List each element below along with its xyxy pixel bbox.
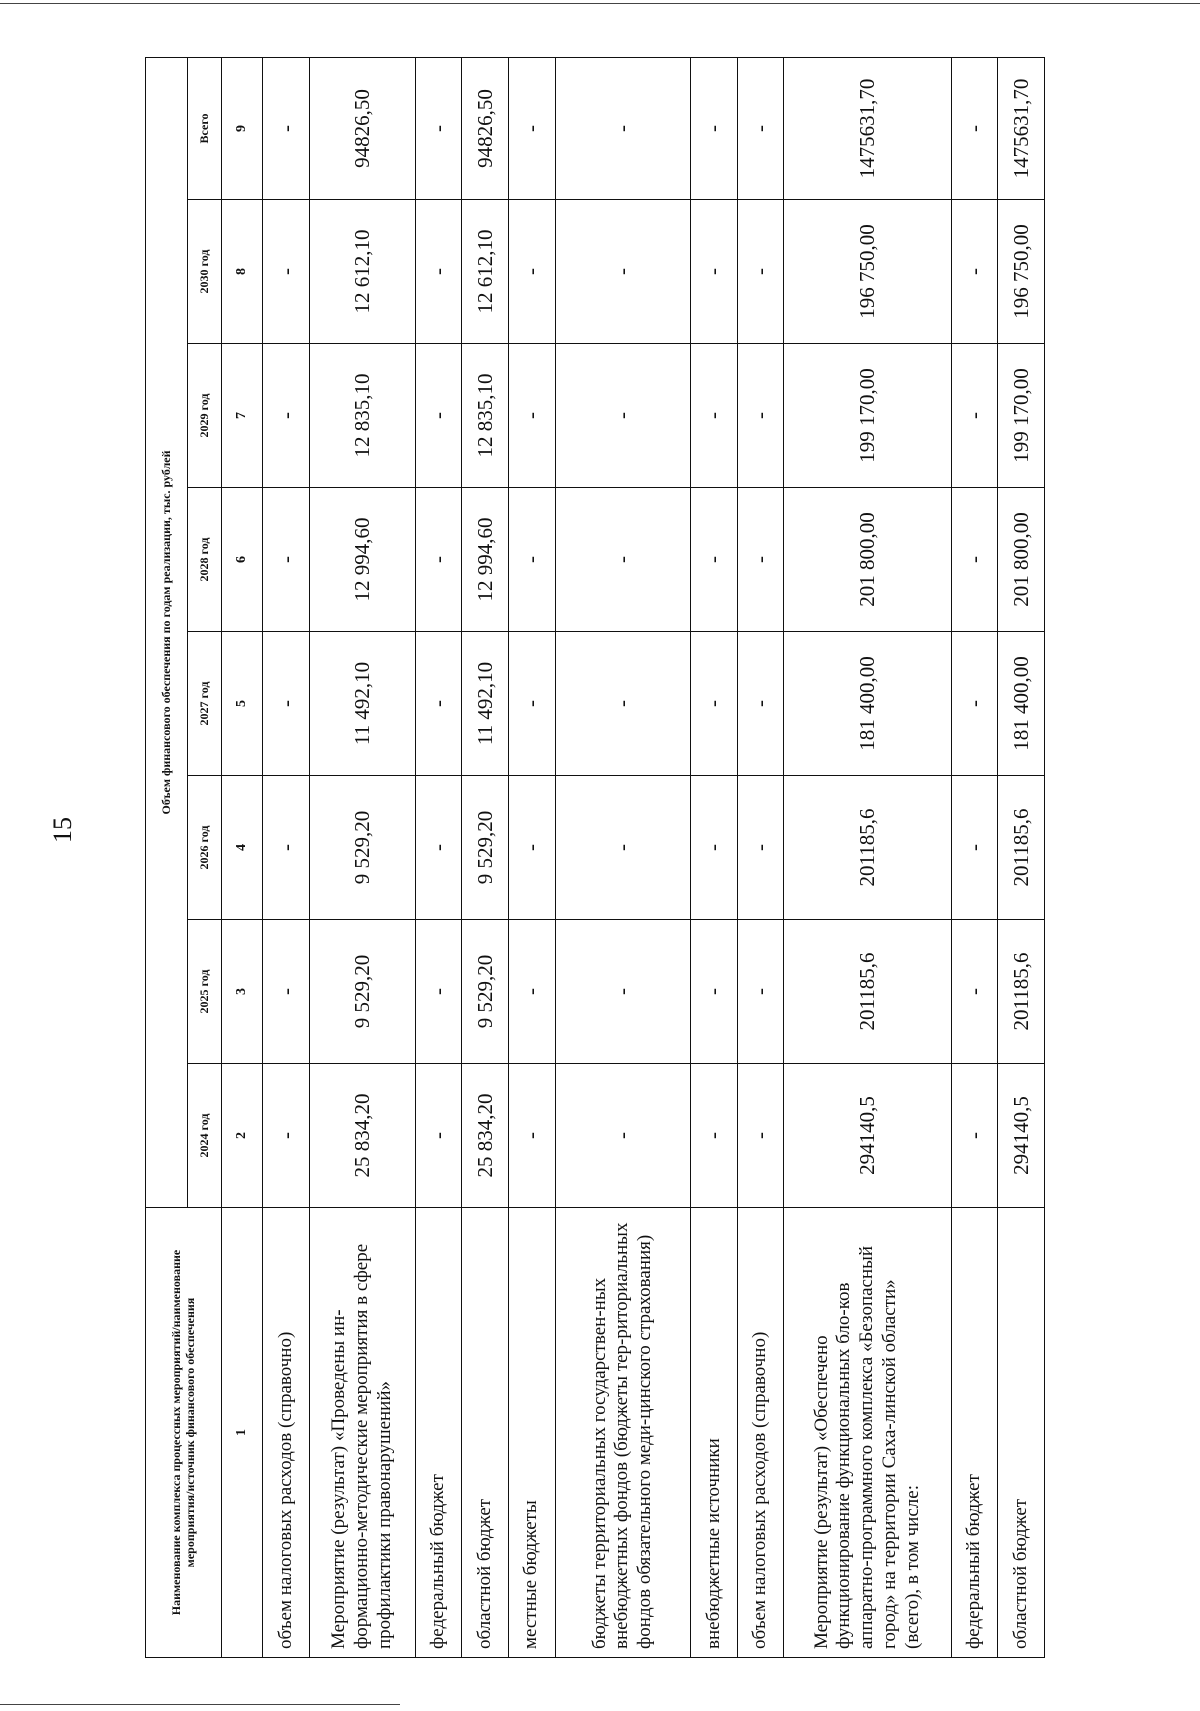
value-cell: 94826,50 [462, 57, 509, 199]
value-cell: - [691, 344, 738, 488]
value-cell: - [691, 632, 738, 776]
total-header: Всего [188, 57, 222, 199]
row-label: объем налоговых расходов (справочно) [263, 1208, 310, 1658]
value-cell: 9 529,20 [462, 776, 509, 920]
value-cell: - [508, 57, 555, 199]
value-cell: 196 750,00 [784, 200, 951, 344]
row-label: Мероприятие (результат) «Проведены ин-формационно-методические мероприятия в сфере профилактики правонарушений» [309, 1208, 415, 1658]
financing-table [145, 57, 1045, 1658]
row-label: федеральный бюджет [951, 1208, 998, 1658]
value-cell: 94826,50 [309, 57, 415, 199]
value-cell: - [555, 632, 691, 776]
value-cell: 12 994,60 [309, 488, 415, 632]
value-cell: - [508, 920, 555, 1064]
value-cell: - [555, 488, 691, 632]
name-column-header: Наименование комплекса процессных мероприятий/наименование мероприятия/источник финансового обеспечения [146, 1208, 222, 1658]
value-cell: - [737, 1064, 784, 1208]
row-label: областной бюджет [998, 1208, 1045, 1658]
value-cell: 1475631,70 [998, 57, 1045, 199]
value-cell: - [737, 344, 784, 488]
column-number: 8 [222, 200, 263, 344]
value-cell: - [508, 632, 555, 776]
year-header: 2028 год [188, 488, 222, 632]
value-cell: - [951, 57, 998, 199]
value-cell: - [555, 776, 691, 920]
value-cell: - [415, 632, 462, 776]
table-row [737, 57, 784, 1657]
column-number: 3 [222, 920, 263, 1064]
value-cell: 201 800,00 [784, 488, 951, 632]
value-cell: - [951, 632, 998, 776]
value-cell: - [691, 776, 738, 920]
value-cell: - [263, 344, 310, 488]
financing-group-header: Объем финансового обеспечения по годам реализации, тыс. рублей [146, 57, 188, 1207]
value-cell: 12 994,60 [462, 488, 509, 632]
value-cell: - [263, 1064, 310, 1208]
value-cell: - [737, 488, 784, 632]
value-cell: - [737, 776, 784, 920]
year-header: 2025 год [188, 920, 222, 1064]
year-header: 2029 год [188, 344, 222, 488]
year-header: 2024 год [188, 1064, 222, 1208]
table-row [508, 57, 555, 1657]
value-cell: 181 400,00 [998, 632, 1045, 776]
column-number-row [222, 57, 263, 1657]
page-number: 15 [48, 817, 77, 843]
value-cell: - [555, 920, 691, 1064]
value-cell: - [951, 776, 998, 920]
value-cell: 12 835,10 [462, 344, 509, 488]
value-cell: - [951, 1064, 998, 1208]
value-cell: 201185,6 [998, 920, 1045, 1064]
value-cell: 201185,6 [784, 920, 951, 1064]
value-cell: - [508, 776, 555, 920]
value-cell: 294140,5 [784, 1064, 951, 1208]
column-number: 5 [222, 632, 263, 776]
table-row [691, 57, 738, 1657]
value-cell: 9 529,20 [309, 776, 415, 920]
row-label: областной бюджет [462, 1208, 509, 1658]
column-number: 2 [222, 1064, 263, 1208]
row-label: бюджеты территориальных государствен-ных внебюджетных фондов (бюджеты тер-риториальных фондов обязательного меди-цинского страхования) [555, 1208, 691, 1658]
table-row [309, 57, 415, 1657]
table-row [263, 57, 310, 1657]
value-cell: - [415, 57, 462, 199]
value-cell: - [737, 632, 784, 776]
year-header: 2026 год [188, 776, 222, 920]
value-cell: 196 750,00 [998, 200, 1045, 344]
value-cell: 201185,6 [998, 776, 1045, 920]
value-cell: - [263, 200, 310, 344]
value-cell: - [691, 200, 738, 344]
value-cell: 11 492,10 [462, 632, 509, 776]
value-cell: 201 800,00 [998, 488, 1045, 632]
table-body [222, 57, 1045, 1657]
table-row [951, 57, 998, 1657]
value-cell: - [691, 920, 738, 1064]
column-number: 1 [222, 1208, 263, 1658]
value-cell: 181 400,00 [784, 632, 951, 776]
value-cell: - [415, 488, 462, 632]
top-scan-line [0, 3, 1200, 4]
value-cell: - [508, 488, 555, 632]
value-cell: - [555, 57, 691, 199]
value-cell: 12 612,10 [309, 200, 415, 344]
value-cell: - [951, 200, 998, 344]
value-cell: 199 170,00 [784, 344, 951, 488]
column-number: 4 [222, 776, 263, 920]
value-cell: - [263, 57, 310, 199]
value-cell: 12 835,10 [309, 344, 415, 488]
value-cell: - [508, 1064, 555, 1208]
table-row [462, 57, 509, 1657]
year-header: 2027 год [188, 632, 222, 776]
row-label: местные бюджеты [508, 1208, 555, 1658]
value-cell: 294140,5 [998, 1064, 1045, 1208]
value-cell: - [415, 776, 462, 920]
value-cell: - [951, 344, 998, 488]
column-number: 6 [222, 488, 263, 632]
value-cell: - [263, 920, 310, 1064]
value-cell: - [691, 57, 738, 199]
value-cell: - [951, 488, 998, 632]
value-cell: 1475631,70 [784, 57, 951, 199]
row-label: Мероприятие (результат) «Обеспечено функционирование функциональных бло-ков аппаратно-программного комплекса «Безопасный город» на территории Саха-линской области» (всего), в том числе: [784, 1208, 951, 1658]
value-cell: - [415, 200, 462, 344]
value-cell: 11 492,10 [309, 632, 415, 776]
value-cell: - [737, 200, 784, 344]
table-row [998, 57, 1045, 1657]
value-cell: - [737, 57, 784, 199]
value-cell: - [415, 920, 462, 1064]
table-row [784, 57, 951, 1657]
value-cell: 12 612,10 [462, 200, 509, 344]
value-cell: - [951, 920, 998, 1064]
table-row [555, 57, 691, 1657]
column-number: 9 [222, 57, 263, 199]
table-row [415, 57, 462, 1657]
value-cell: - [263, 776, 310, 920]
value-cell: - [415, 1064, 462, 1208]
value-cell: 25 834,20 [462, 1064, 509, 1208]
value-cell: - [691, 488, 738, 632]
value-cell: - [555, 200, 691, 344]
value-cell: - [555, 1064, 691, 1208]
bottom-scan-line [0, 1704, 400, 1705]
value-cell: - [415, 344, 462, 488]
year-header: 2030 год [188, 200, 222, 344]
value-cell: - [263, 488, 310, 632]
row-label: объем налоговых расходов (справочно) [737, 1208, 784, 1658]
value-cell: - [508, 200, 555, 344]
header-row [146, 57, 188, 1657]
value-cell: 199 170,00 [998, 344, 1045, 488]
value-cell: - [508, 344, 555, 488]
value-cell: 201185,6 [784, 776, 951, 920]
value-cell: - [263, 632, 310, 776]
rotated-document [145, 58, 1045, 1658]
value-cell: - [737, 920, 784, 1064]
value-cell: - [691, 1064, 738, 1208]
value-cell: - [555, 344, 691, 488]
row-label: федеральный бюджет [415, 1208, 462, 1658]
value-cell: 25 834,20 [309, 1064, 415, 1208]
column-number: 7 [222, 344, 263, 488]
value-cell: 9 529,20 [309, 920, 415, 1064]
row-label: внебюджетные источники [691, 1208, 738, 1658]
value-cell: 9 529,20 [462, 920, 509, 1064]
